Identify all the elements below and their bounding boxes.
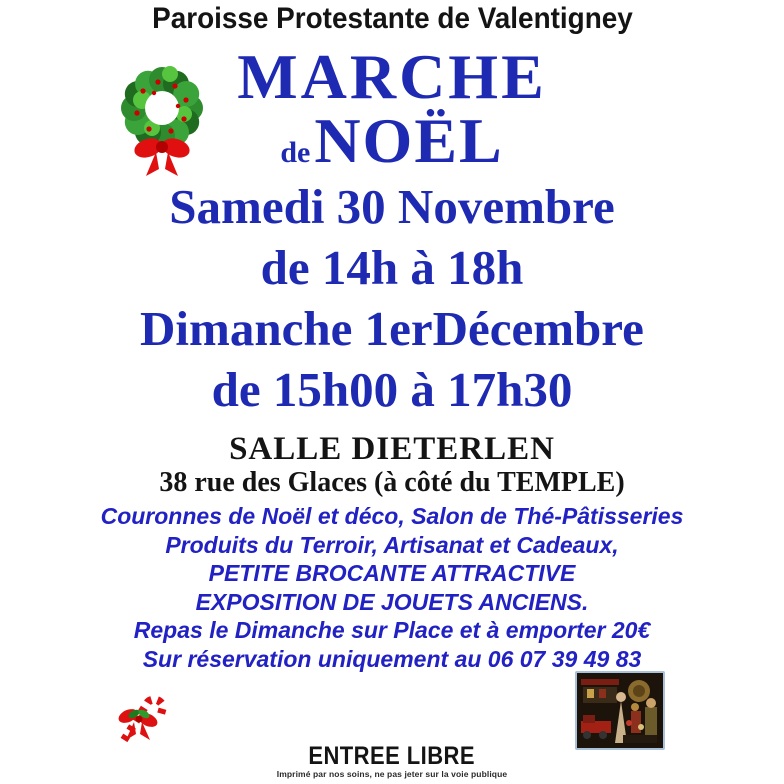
title-noel-text: NOËL: [314, 105, 504, 176]
fine-print: Imprimé par nos soins, ne pas jeter sur la voie publique: [276, 769, 508, 779]
event-dates: [0, 176, 784, 420]
detail-line: Couronnes de Noël et déco, Salon de Thé-Pâtisseries: [100, 503, 684, 529]
date-line: de 14h à 18h: [260, 240, 524, 295]
event-details: [0, 502, 784, 673]
antique-toys-photo: [575, 671, 665, 750]
poster-title-marche: MARCHE: [237, 41, 547, 112]
free-entry-label: [0, 742, 784, 771]
date-line: Dimanche 1erDécembre: [140, 301, 644, 356]
free-entry-text: ENTREE LIBRE: [308, 742, 476, 770]
detail-line: Repas le Dimanche sur Place et à emporter 20€: [133, 617, 651, 643]
detail-line: Sur réservation uniquement au 06 07 39 49 83: [142, 645, 642, 672]
venue-address: 38 rue des Glaces (à côté du TEMPLE): [159, 467, 625, 498]
detail-line: Produits du Terroir, Artisanat et Cadeaux,: [165, 531, 619, 558]
poster-title-noel: [0, 104, 784, 178]
parish-header-text: Paroisse Protestante de Valentigney: [151, 2, 633, 35]
parish-header: [0, 2, 784, 36]
title-de-text: de: [280, 136, 311, 169]
detail-line: PETITE BROCANTE ATTRACTIVE: [208, 560, 576, 586]
venue-name: SALLE DIETERLEN: [229, 431, 555, 467]
date-line: de 15h00 à 17h30: [211, 362, 573, 417]
detail-line: EXPOSITION DE JOUETS ANCIENS.: [195, 588, 589, 615]
date-line: Samedi 30 Novembre: [169, 179, 615, 234]
